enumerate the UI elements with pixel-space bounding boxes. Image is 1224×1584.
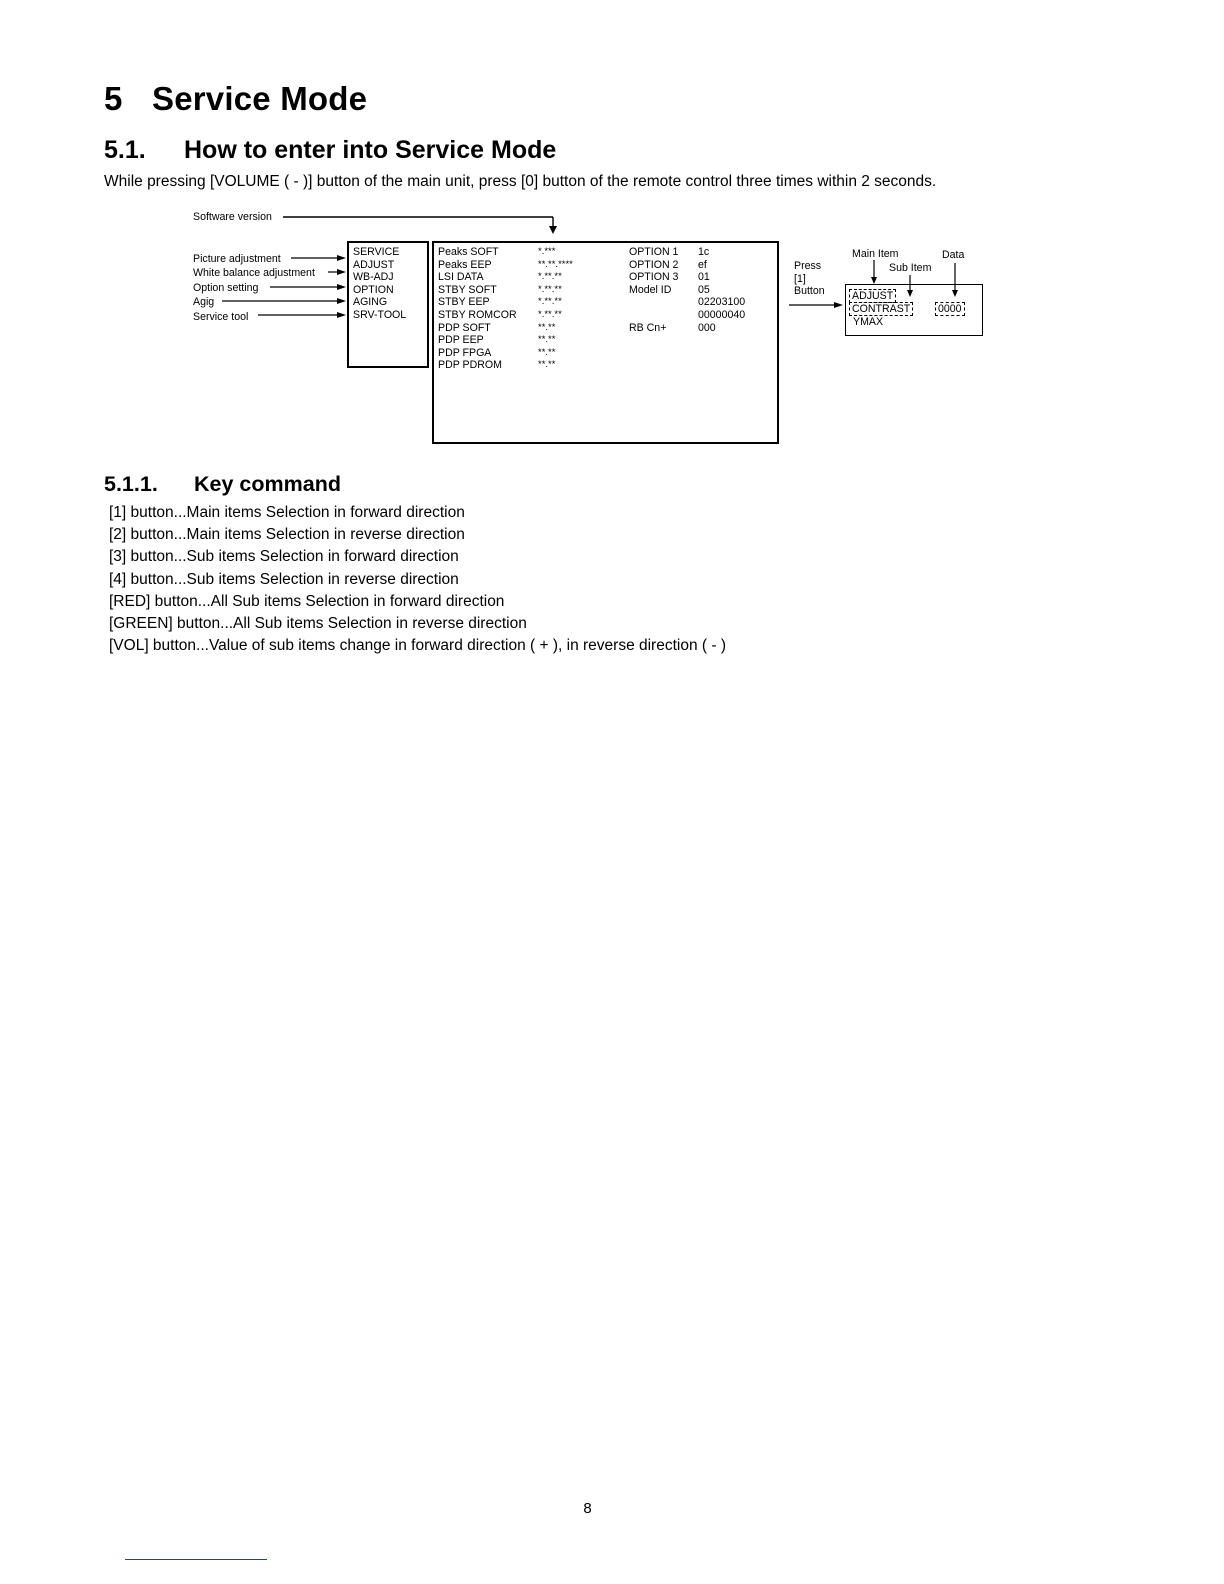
left-labels xyxy=(193,252,315,324)
key-command-list xyxy=(109,502,726,657)
key-command-item: [VOL] button...Value of sub items change in forward direction ( + ), in reverse direction ( - ) xyxy=(109,637,726,655)
option-value: 02203100 xyxy=(698,296,746,309)
menu-item-service: SERVICE xyxy=(353,246,400,258)
info-value: *.**.** xyxy=(538,296,562,308)
menu-item-option: OPTION xyxy=(353,283,394,296)
label-white-balance: White balance adjustment xyxy=(193,267,315,280)
info-value: *.*** xyxy=(538,246,556,257)
subsection-number: 5.1.1. xyxy=(104,472,158,496)
option-name xyxy=(629,296,678,309)
option-value: 00000040 xyxy=(698,308,746,321)
info-names xyxy=(438,246,517,372)
intro-paragraph: While pressing [VOLUME ( - )] button of the main unit, press [0] button of the remote control three times within 2 seconds. xyxy=(104,173,937,190)
section-number: 5.1. xyxy=(104,136,146,164)
screen-sub-item: CONTRAST xyxy=(849,302,913,316)
info-value: **.**.**** xyxy=(538,258,573,270)
key-command-item: [3] button...Sub items Selection in forward direction xyxy=(109,548,459,566)
menu-item-wb-adj: WB-ADJ xyxy=(353,271,394,284)
option-names xyxy=(629,246,678,334)
info-name: STBY EEP xyxy=(438,296,490,309)
info-name: Peaks SOFT xyxy=(438,246,499,258)
option-name xyxy=(629,309,678,322)
label-aging: Agig xyxy=(193,296,215,309)
screen-data: 0000 xyxy=(935,302,965,316)
info-value: *.**.** xyxy=(538,283,562,295)
option-name: OPTION 3 xyxy=(629,271,679,284)
chapter-title: Service Mode xyxy=(152,80,368,117)
info-value: *.**.** xyxy=(538,308,562,320)
subsection-title: Key command xyxy=(194,472,341,496)
key-command-item: [RED] button...All Sub items Selection in forward direction xyxy=(109,592,505,610)
screen-main-item: ADJUST xyxy=(849,289,896,303)
info-name: LSI DATA xyxy=(438,271,484,284)
info-value: **.** xyxy=(538,359,556,371)
option-name: OPTION 1 xyxy=(629,246,679,258)
info-name: PDP EEP xyxy=(438,334,484,347)
option-name: Model ID xyxy=(629,283,672,296)
label-option-setting: Option setting xyxy=(193,281,259,294)
info-name: STBY SOFT xyxy=(438,283,497,296)
info-name: PDP FPGA xyxy=(438,346,492,359)
software-version-label: Software version xyxy=(193,211,272,223)
option-value: ef xyxy=(698,258,707,271)
info-name: PDP SOFT xyxy=(438,321,491,334)
option-name: OPTION 2 xyxy=(629,258,679,271)
option-values xyxy=(698,246,745,334)
option-value: 01 xyxy=(698,271,710,284)
info-value: **.** xyxy=(538,321,556,333)
info-name: STBY ROMCOR xyxy=(438,308,517,321)
menu-item-srv-tool: SRV-TOOL xyxy=(353,308,407,321)
info-value: **.** xyxy=(538,334,556,346)
press-label xyxy=(794,260,825,298)
menu-item-aging: AGING xyxy=(353,296,388,309)
key-command-item: [4] button...Sub items Selection in reverse direction xyxy=(109,570,459,588)
press-line: Press xyxy=(794,260,822,272)
footer-rule xyxy=(125,1559,267,1560)
key-command-item: [2] button...Main items Selection in reverse direction xyxy=(109,526,465,544)
option-value: 000 xyxy=(698,321,716,334)
press-line: Button xyxy=(794,285,825,298)
menu-items xyxy=(353,246,406,322)
data-label: Data xyxy=(942,249,965,261)
info-value: **.** xyxy=(538,346,556,358)
info-values xyxy=(538,246,573,372)
option-value: 1c xyxy=(698,246,710,258)
section-title: How to enter into Service Mode xyxy=(184,136,557,164)
subsection-heading xyxy=(104,472,341,497)
option-value: 05 xyxy=(698,283,710,296)
main-item-label: Main Item xyxy=(852,248,899,260)
page-number: 8 xyxy=(583,1500,592,1517)
key-command-item: [1] button...Main items Selection in forward direction xyxy=(109,504,465,521)
label-picture-adjustment: Picture adjustment xyxy=(193,253,281,265)
info-name: PDP PDROM xyxy=(438,359,502,372)
sub-item-label: Sub Item xyxy=(889,262,932,274)
screen-next-item: YMAX xyxy=(853,316,884,328)
press-line: [1] xyxy=(794,272,806,285)
info-value: *.**.** xyxy=(538,271,562,283)
label-service-tool: Service tool xyxy=(193,310,249,323)
key-command-item: [GREEN] button...All Sub items Selection in reverse direction xyxy=(109,615,527,633)
info-name: Peaks EEP xyxy=(438,258,492,271)
menu-item-adjust: ADJUST xyxy=(353,258,395,271)
chapter-number: 5 xyxy=(104,80,123,117)
option-name: RB Cn+ xyxy=(629,321,667,334)
